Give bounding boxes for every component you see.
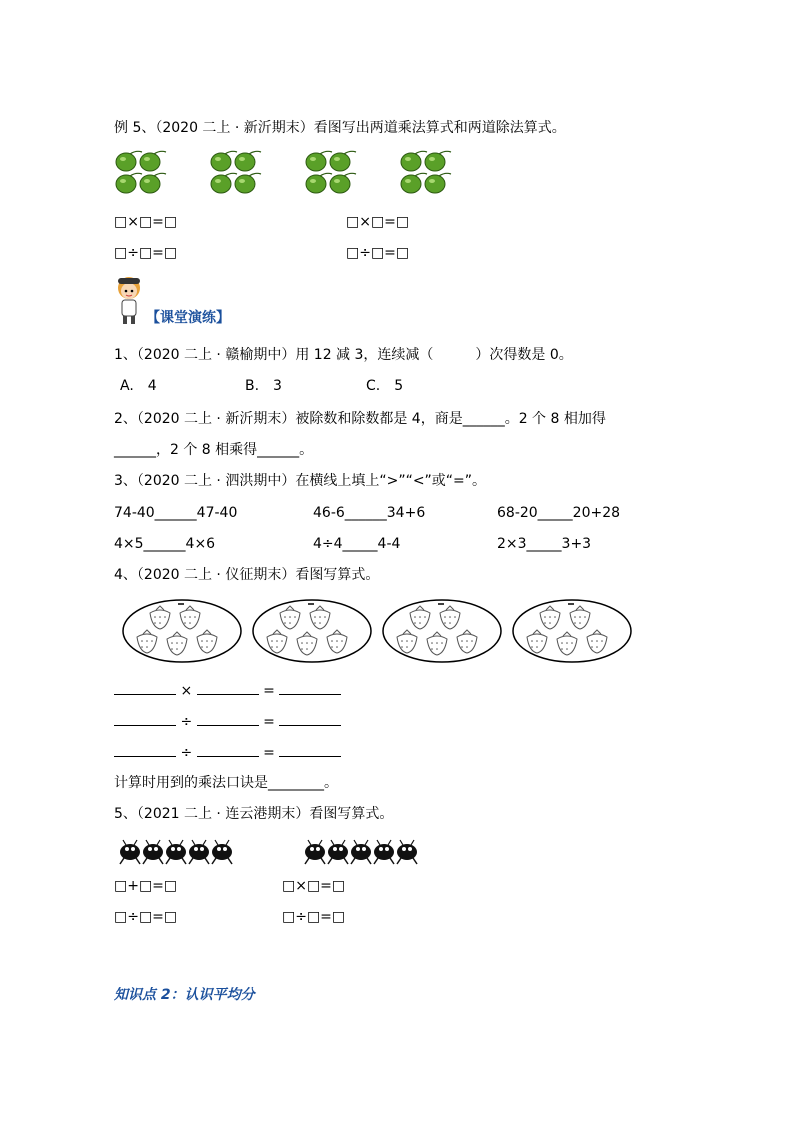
- q1-option-a: A. 4: [120, 378, 157, 394]
- q5-add-left: □+□=□: [114, 878, 178, 894]
- insect: [351, 840, 371, 864]
- q4-kou-jue: 计算时用到的乘法口诀是________。: [114, 775, 338, 791]
- divide-sign: ÷: [180, 745, 193, 761]
- q2-line1: 2、（2020 二上 · 新沂期末）被除数和除数都是 4，商是______。2 个 8 相加得: [114, 411, 606, 427]
- q3-row1-item2: 46-6______34+6: [313, 505, 426, 521]
- green-fruit: [140, 173, 166, 193]
- blank[interactable]: [114, 711, 176, 726]
- green-fruit: [330, 173, 356, 193]
- section-title: 【课堂演练】: [146, 310, 230, 326]
- insect: [120, 840, 140, 864]
- plate: [253, 600, 371, 662]
- insect-row-right-image: [303, 838, 438, 868]
- q5-mult-right: □×□=□: [282, 878, 346, 894]
- blank[interactable]: [197, 742, 259, 757]
- q4-div-row-2: [114, 742, 341, 763]
- equals-sign: =: [263, 714, 275, 730]
- blank[interactable]: [197, 711, 259, 726]
- equals-sign: =: [263, 683, 275, 699]
- blank[interactable]: [279, 711, 341, 726]
- green-fruit: [235, 151, 261, 171]
- green-fruit: [211, 173, 237, 193]
- plate: [383, 600, 501, 662]
- q5-div-left: □÷□=□: [114, 909, 178, 925]
- q4-mult-row: [114, 680, 341, 701]
- girl-mascot-icon: [112, 274, 148, 326]
- q3-row2-item2: 4÷4_____4-4: [313, 536, 401, 552]
- q5-div-right: □÷□=□: [282, 909, 346, 925]
- blank[interactable]: [279, 680, 341, 695]
- green-fruit: [116, 151, 142, 171]
- insect: [189, 840, 209, 864]
- div-equation-left: □÷□=□: [114, 245, 178, 261]
- plate: [123, 600, 241, 662]
- q1-option-b: B. 3: [245, 378, 282, 394]
- green-fruit-image: [114, 150, 454, 200]
- mult-equation-left: □×□=□: [114, 214, 178, 230]
- plate: [513, 600, 631, 662]
- green-fruit: [425, 173, 451, 193]
- blank[interactable]: [114, 742, 176, 757]
- insect-row-left-image: [118, 838, 253, 868]
- green-fruit: [401, 151, 427, 171]
- green-fruit: [306, 173, 332, 193]
- divide-sign: ÷: [180, 714, 193, 730]
- green-fruit: [401, 173, 427, 193]
- q3-row2-item1: 4×5______4×6: [114, 536, 216, 552]
- mult-equation-right: □×□=□: [346, 214, 410, 230]
- insect: [212, 840, 232, 864]
- insect: [397, 840, 417, 864]
- green-fruit: [140, 151, 166, 171]
- equals-sign: =: [263, 745, 275, 761]
- green-fruit: [330, 151, 356, 171]
- q3-text: 3、（2020 二上 · 泗洪期中）在横线上填上“>”“<”或“=”。: [114, 473, 487, 489]
- q4-div-row-1: [114, 711, 341, 732]
- insect: [305, 840, 325, 864]
- insect: [143, 840, 163, 864]
- example-5-question: 例 5、（2020 二上 · 新沂期末）看图写出两道乘法算式和两道除法算式。: [114, 120, 566, 136]
- q3-row1-item3: 68-20_____20+28: [497, 505, 621, 521]
- insect: [328, 840, 348, 864]
- q1-option-c: C. 5: [366, 378, 404, 394]
- blank[interactable]: [279, 742, 341, 757]
- blank[interactable]: [197, 680, 259, 695]
- insect: [374, 840, 394, 864]
- insect: [166, 840, 186, 864]
- green-fruit: [306, 151, 332, 171]
- knowledge-point-title: 知识点 2：认识平均分: [114, 987, 255, 1003]
- q3-row2-item3: 2×3_____3+3: [497, 536, 592, 552]
- green-fruit: [425, 151, 451, 171]
- times-sign: ×: [180, 683, 193, 699]
- q1-text: 1、（2020 二上 · 赣榆期中）用 12 减 3，连续减（ ）次得数是 0。: [114, 347, 573, 363]
- q2-line2: ______，2 个 8 相乘得______。: [114, 442, 314, 458]
- div-equation-right: □÷□=□: [346, 245, 410, 261]
- green-fruit: [211, 151, 237, 171]
- q5-text: 5、（2021 二上 · 连云港期末）看图写算式。: [114, 806, 394, 822]
- q3-row1-item1: 74-40______47-40: [114, 505, 238, 521]
- q4-text: 4、（2020 二上 · 仪征期末）看图写算式。: [114, 567, 380, 583]
- green-fruit: [235, 173, 261, 193]
- strawberry-plates-image: [120, 596, 650, 666]
- green-fruit: [116, 173, 142, 193]
- blank[interactable]: [114, 680, 176, 695]
